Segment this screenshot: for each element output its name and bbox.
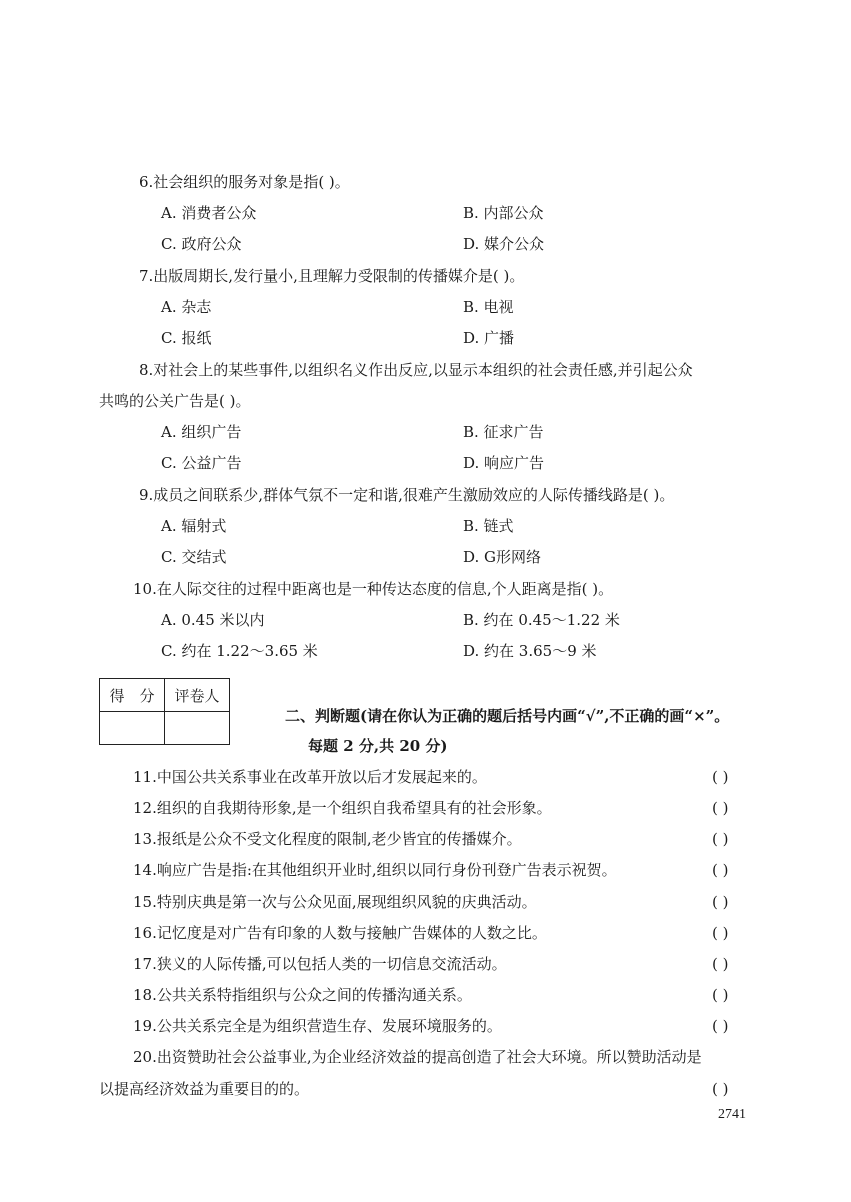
q10-option-b: B. 约在 0.45～1.22 米 (463, 611, 620, 629)
question-8-line2: 共鸣的公关广告是( )。 (99, 392, 251, 410)
question-9: 9.成员之间联系少,群体气氛不一定和谐,很难产生激励效应的人际传播线路是( )。 (139, 486, 675, 504)
score-table (99, 678, 230, 745)
q10-option-d: D. 约在 3.65～9 米 (463, 642, 597, 660)
question-20-line1: 20.出资赞助社会公益事业,为企业经济效益的提高创造了社会大环境。所以赞助活动是 (133, 1048, 702, 1066)
question-20-line2: 以提高经济效益为重要目的的。 (99, 1080, 310, 1098)
question-11: 11.中国公共关系事业在改革开放以后才发展起来的。 (133, 768, 487, 786)
q9-option-d: D. G形网络 (463, 548, 542, 566)
answer-paren-17[interactable]: ( ) (712, 955, 729, 973)
grader-cell[interactable] (165, 712, 230, 745)
question-10: 10.在人际交往的过程中距离也是一种传达态度的信息,个人距离是指( )。 (133, 580, 614, 598)
question-19: 19.公共关系完全是为组织营造生存、发展环境服务的。 (133, 1017, 502, 1035)
question-16: 16.记忆度是对广告有印象的人数与接触广告媒体的人数之比。 (133, 924, 547, 942)
q7-option-b: B. 电视 (463, 298, 514, 316)
q10-option-c: C. 约在 1.22～3.65 米 (161, 642, 318, 660)
q6-option-b: B. 内部公众 (463, 204, 544, 222)
answer-paren-20[interactable]: ( ) (712, 1080, 729, 1098)
q8-option-d: D. 响应广告 (463, 454, 545, 472)
question-15: 15.特别庆典是第一次与公众见面,展现组织风貌的庆典活动。 (133, 893, 537, 911)
answer-paren-13[interactable]: ( ) (712, 830, 729, 848)
q7-option-a: A. 杂志 (161, 298, 212, 316)
q9-option-c: C. 交结式 (161, 548, 227, 566)
q8-option-b: B. 征求广告 (463, 423, 544, 441)
question-14: 14.响应广告是指:在其他组织开业时,组织以同行身份刊登广告表示祝贺。 (133, 861, 617, 879)
q6-option-c: C. 政府公众 (161, 235, 242, 253)
section-2-title: 二、判断题(请在你认为正确的题后括号内画“√”,不正确的画“×”。 (285, 707, 730, 725)
grader-label: 评卷人 (165, 679, 230, 712)
answer-paren-15[interactable]: ( ) (712, 893, 729, 911)
q8-option-a: A. 组织广告 (161, 423, 242, 441)
answer-paren-11[interactable]: ( ) (712, 768, 729, 786)
q9-option-a: A. 辐射式 (161, 517, 227, 535)
page-number: 2741 (718, 1107, 746, 1122)
q6-option-d: D. 媒介公众 (463, 235, 545, 253)
score-label: 得 分 (100, 679, 165, 712)
answer-paren-19[interactable]: ( ) (712, 1017, 729, 1035)
question-7: 7.出版周期长,发行量小,且理解力受限制的传播媒介是( )。 (139, 267, 525, 285)
section-2-subtitle: 每题 2 分,共 20 分) (308, 737, 448, 755)
question-6: 6.社会组织的服务对象是指( )。 (139, 173, 350, 191)
answer-paren-16[interactable]: ( ) (712, 924, 729, 942)
q7-option-c: C. 报纸 (161, 329, 212, 347)
score-cell[interactable] (100, 712, 165, 745)
question-18: 18.公共关系特指组织与公众之间的传播沟通关系。 (133, 986, 472, 1004)
answer-paren-14[interactable]: ( ) (712, 861, 729, 879)
q8-option-c: C. 公益广告 (161, 454, 242, 472)
question-8-line1: 8.对社会上的某些事件,以组织名义作出反应,以显示本组织的社会责任感,并引起公众 (139, 361, 693, 379)
q10-option-a: A. 0.45 米以内 (161, 611, 265, 629)
q9-option-b: B. 链式 (463, 517, 514, 535)
question-12: 12.组织的自我期待形象,是一个组织自我希望具有的社会形象。 (133, 799, 552, 817)
question-13: 13.报纸是公众不受文化程度的限制,老少皆宜的传播媒介。 (133, 830, 522, 848)
q7-option-d: D. 广播 (463, 329, 515, 347)
question-17: 17.狭义的人际传播,可以包括人类的一切信息交流活动。 (133, 955, 507, 973)
q6-option-a: A. 消费者公众 (161, 204, 257, 222)
answer-paren-12[interactable]: ( ) (712, 799, 729, 817)
answer-paren-18[interactable]: ( ) (712, 986, 729, 1004)
